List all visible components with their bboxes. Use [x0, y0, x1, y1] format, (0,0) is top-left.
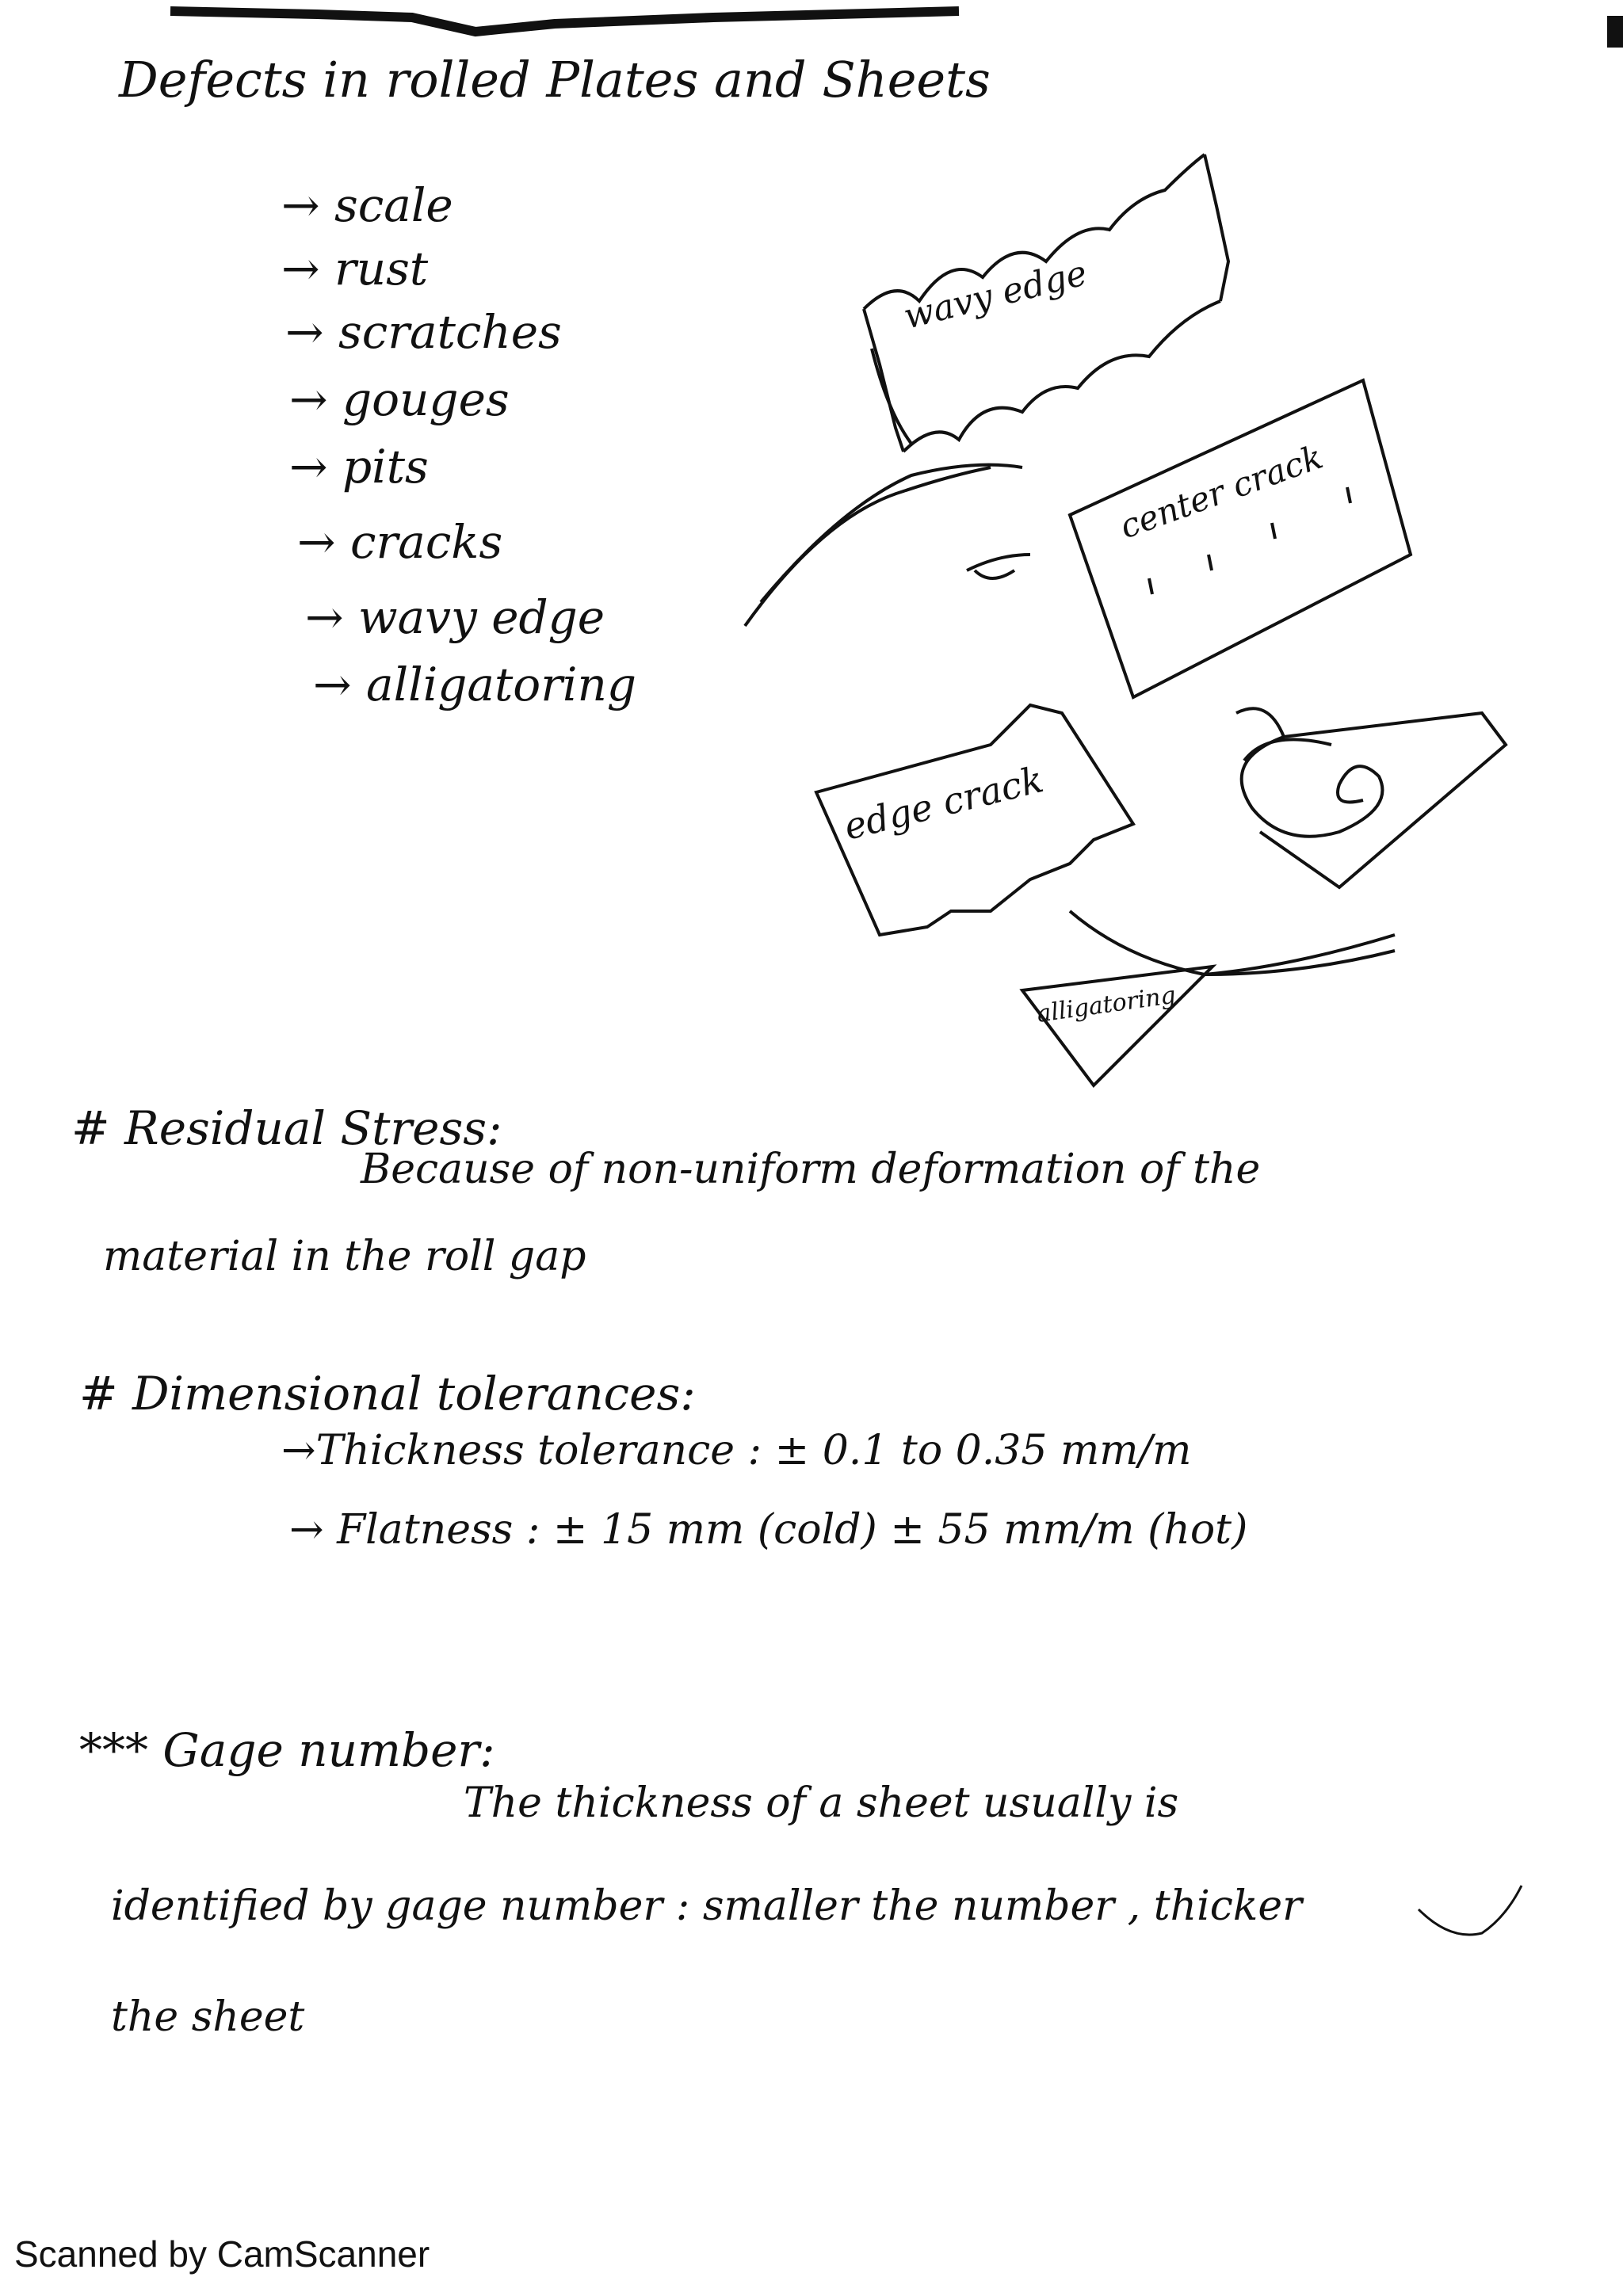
thickness-tolerance: →Thickness tolerance : ± 0.1 to 0.35 mm/m: [281, 1427, 1192, 1474]
gage-number-text-line3: the sheet: [111, 1993, 305, 2041]
scanner-watermark: Scanned by CamScanner: [14, 2233, 430, 2275]
check-mark: [1419, 1886, 1522, 1935]
defect-item-rust: → rust: [281, 242, 429, 296]
defect-item-alligatoring: → alligatoring: [313, 658, 636, 711]
residual-stress-text-line2: material in the roll gap: [103, 1233, 586, 1280]
defect-item-cracks: → cracks: [297, 515, 503, 569]
page-top-edge: [170, 11, 959, 32]
gage-number-text-line2: identified by gage number : smaller the number , thicker: [111, 1882, 1303, 1930]
defect-item-wavy-edge: → wavy edge: [305, 590, 605, 644]
sketch-label-alligatoring: alligatoring: [1035, 981, 1178, 1028]
sketch-label-wavy-edge: wavy edge: [899, 253, 1091, 338]
residual-stress-heading: # Residual Stress:: [71, 1101, 502, 1155]
dimensional-tolerances-heading: # Dimensional tolerances:: [79, 1367, 696, 1421]
page-title: Defects in rolled Plates and Sheets: [119, 51, 991, 109]
wavy-edge-sketch: [745, 154, 1228, 626]
gage-number-heading: *** Gage number:: [79, 1723, 495, 1777]
sketch-label-center-crack: center crack: [1114, 437, 1328, 547]
page-corner-mark: [1607, 16, 1623, 48]
residual-stress-text-line1: Because of non-uniform deformation of the: [361, 1146, 1261, 1193]
center-crack-sketch: [1070, 380, 1411, 697]
alligatoring-curl-sketch: [1236, 708, 1506, 887]
defect-item-scratches: → scratches: [285, 305, 562, 359]
gage-number-text-line1: The thickness of a sheet usually is: [464, 1779, 1179, 1827]
sketch-label-edge-crack: edge crack: [839, 757, 1048, 849]
defect-item-pits: → pits: [289, 440, 429, 494]
flatness-tolerance: → Flatness : ± 15 mm (cold) ± 55 mm/m (hot): [289, 1506, 1248, 1554]
defect-item-gouges: → gouges: [289, 372, 510, 426]
defect-item-scale: → scale: [281, 178, 453, 232]
